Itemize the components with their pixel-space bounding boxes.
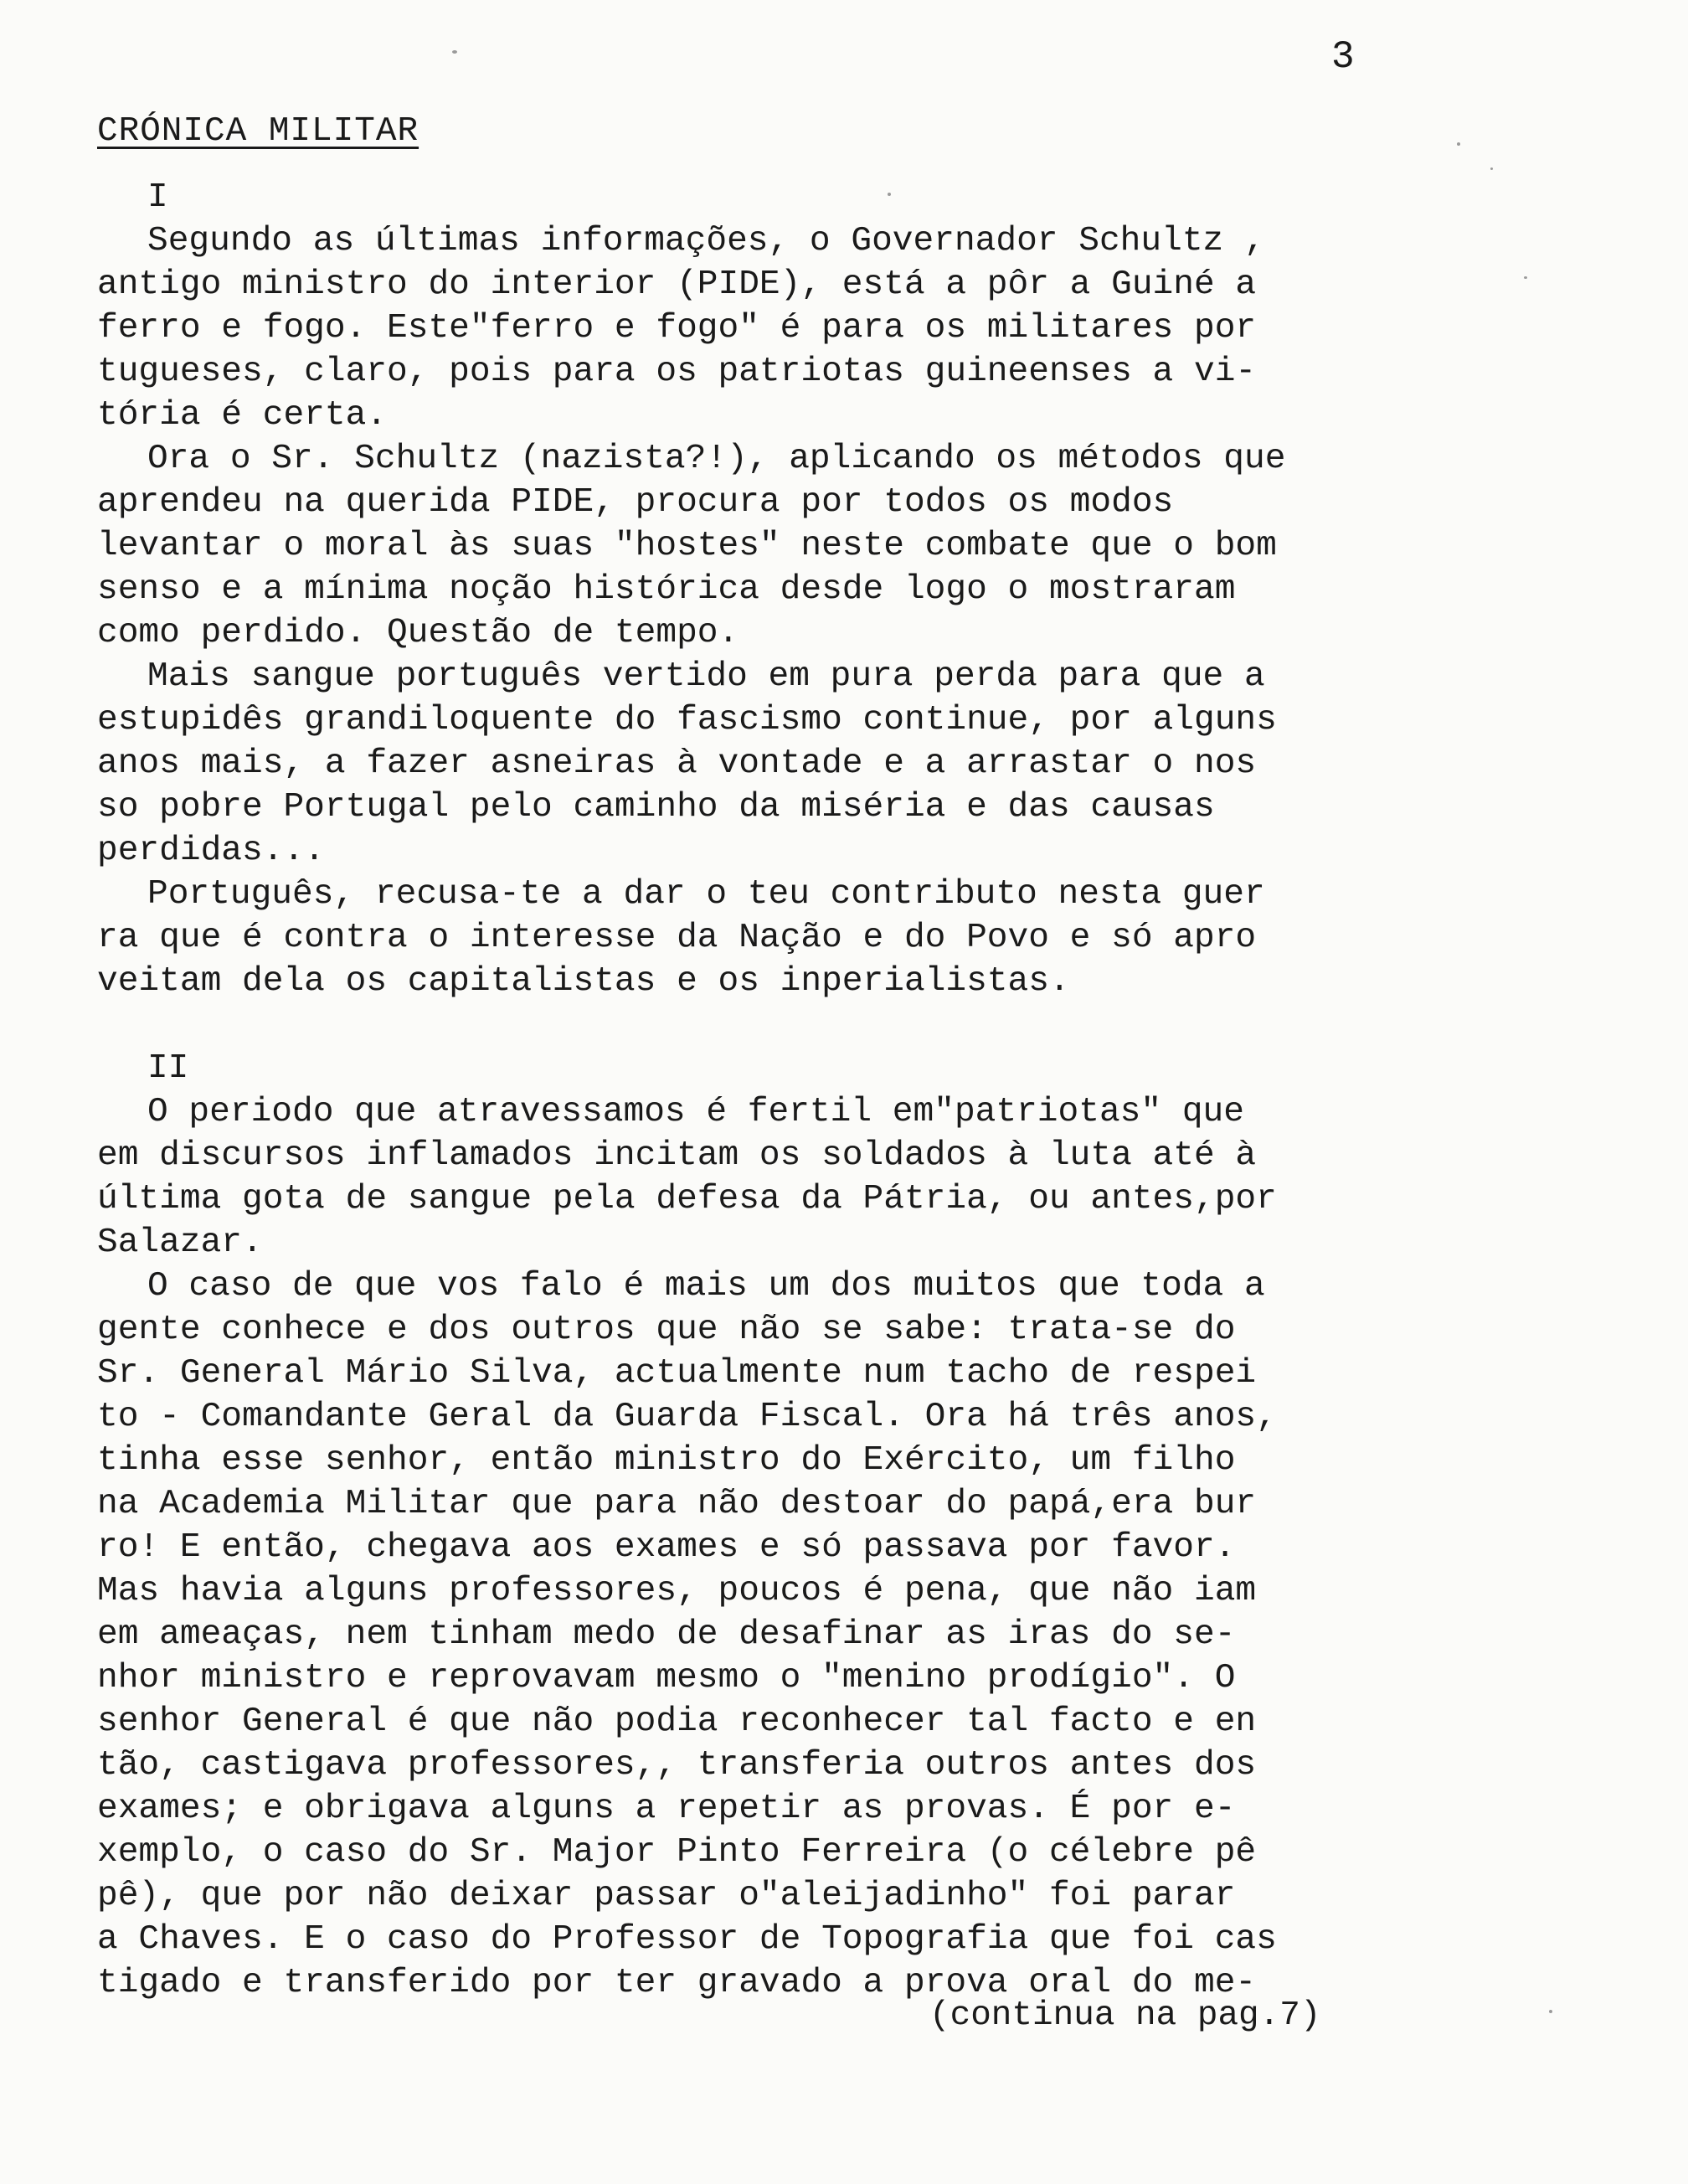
text-line: Ora o Sr. Schultz (nazista?!), aplicando os métodos que [147, 440, 1286, 478]
text-line: anos mais, a fazer asneiras à vontade e a arrastar o nos [97, 744, 1257, 783]
text-line: Sr. General Mário Silva, actualmente num tacho de respei [97, 1354, 1257, 1393]
text-line: veitam dela os capitalistas e os inperialistas. [97, 962, 1070, 1001]
text-line: to - Comandante Geral da Guarda Fiscal. Ora há três anos, [97, 1398, 1277, 1436]
text-line: ro! E então, chegava aos exames e só passava por favor. [97, 1528, 1236, 1567]
text-line: xemplo, o caso do Sr. Major Pinto Ferreira (o célebre pê [97, 1833, 1257, 1872]
text-line: tugueses, claro, pois para os patriotas guineenses a vi- [97, 353, 1257, 391]
text-line: levantar o moral às suas "hostes" neste combate que o bom [97, 527, 1277, 565]
text-line: pê), que por não deixar passar o"aleijadinho" foi parar [97, 1877, 1236, 1915]
text-line: exames; e obrigava alguns a repetir as provas. É por e- [97, 1790, 1236, 1828]
text-line: em discursos inflamados incitam os soldados à luta até à [97, 1136, 1257, 1175]
text-line: a Chaves. E o caso do Professor de Topografia que foi cas [97, 1920, 1277, 1959]
page-number: 3 [1331, 35, 1355, 79]
page-title: CRÓNICA MILITAR [97, 112, 419, 151]
text-line: perdidas... [97, 832, 325, 870]
text-line: Português, recusa-te a dar o teu contributo nesta guer [147, 875, 1265, 914]
text-line: tória é certa. [97, 396, 388, 435]
section-marker: II [147, 1049, 189, 1088]
text-line: Segundo as últimas informações, o Governador Schultz , [147, 222, 1265, 260]
text-line: gente conhece e dos outros que não se sabe: trata-se do [97, 1311, 1236, 1349]
text-line: Mas havia alguns professores, poucos é pena, que não iam [97, 1572, 1257, 1610]
section-1 [97, 176, 1504, 1003]
text-line: so pobre Portugal pelo caminho da miséria e das causas [97, 788, 1215, 827]
scan-speck [1490, 167, 1493, 170]
continuation-note: (continua na pag.7) [929, 1996, 1321, 2035]
scan-speck [1457, 142, 1460, 146]
scan-speck [1524, 276, 1527, 279]
text-line: tão, castigava professores,, transferia outros antes dos [97, 1746, 1257, 1785]
text-line: senhor General é que não podia reconhecer tal facto e en [97, 1702, 1257, 1741]
section-body [97, 1090, 1504, 2005]
text-line: tigado e transferido por ter gravado a prova oral do me- [97, 1964, 1257, 2002]
scan-speck [888, 193, 891, 196]
text-line: ra que é contra o interesse da Nação e do Povo e só apro [97, 919, 1257, 957]
text-line: antigo ministro do interior (PIDE), está a pôr a Guiné a [97, 265, 1257, 304]
text-line: O periodo que atravessamos é fertil em"patriotas" que [147, 1093, 1244, 1131]
scan-speck [1549, 2010, 1552, 2013]
text-line: Mais sangue português vertido em pura perda para que a [147, 657, 1265, 696]
text-line: estupidês grandiloquente do fascismo continue, por alguns [97, 701, 1277, 739]
section-marker: I [147, 178, 168, 217]
text-line: na Academia Militar que para não destoar do papá,era bur [97, 1485, 1257, 1523]
section-2 [97, 1047, 1504, 2005]
text-line: aprendeu na querida PIDE, procura por todos os modos [97, 483, 1174, 522]
text-line: nhor ministro e reprovavam mesmo o "menino prodígio". O [97, 1659, 1236, 1697]
text-line: última gota de sangue pela defesa da Pátria, ou antes,por [97, 1180, 1277, 1218]
text-line: tinha esse senhor, então ministro do Exército, um filho [97, 1441, 1236, 1480]
section-body [97, 219, 1504, 1003]
text-line: O caso de que vos falo é mais um dos muitos que toda a [147, 1267, 1265, 1306]
text-line: em ameaças, nem tinham medo de desafinar as iras do se- [97, 1615, 1236, 1654]
scan-speck [452, 50, 457, 54]
text-line: senso e a mínima noção histórica desde logo o mostraram [97, 570, 1236, 609]
text-line: Salazar. [97, 1223, 263, 1262]
text-line: ferro e fogo. Este"ferro e fogo" é para os militares por [97, 309, 1257, 348]
text-line: como perdido. Questão de tempo. [97, 614, 739, 652]
